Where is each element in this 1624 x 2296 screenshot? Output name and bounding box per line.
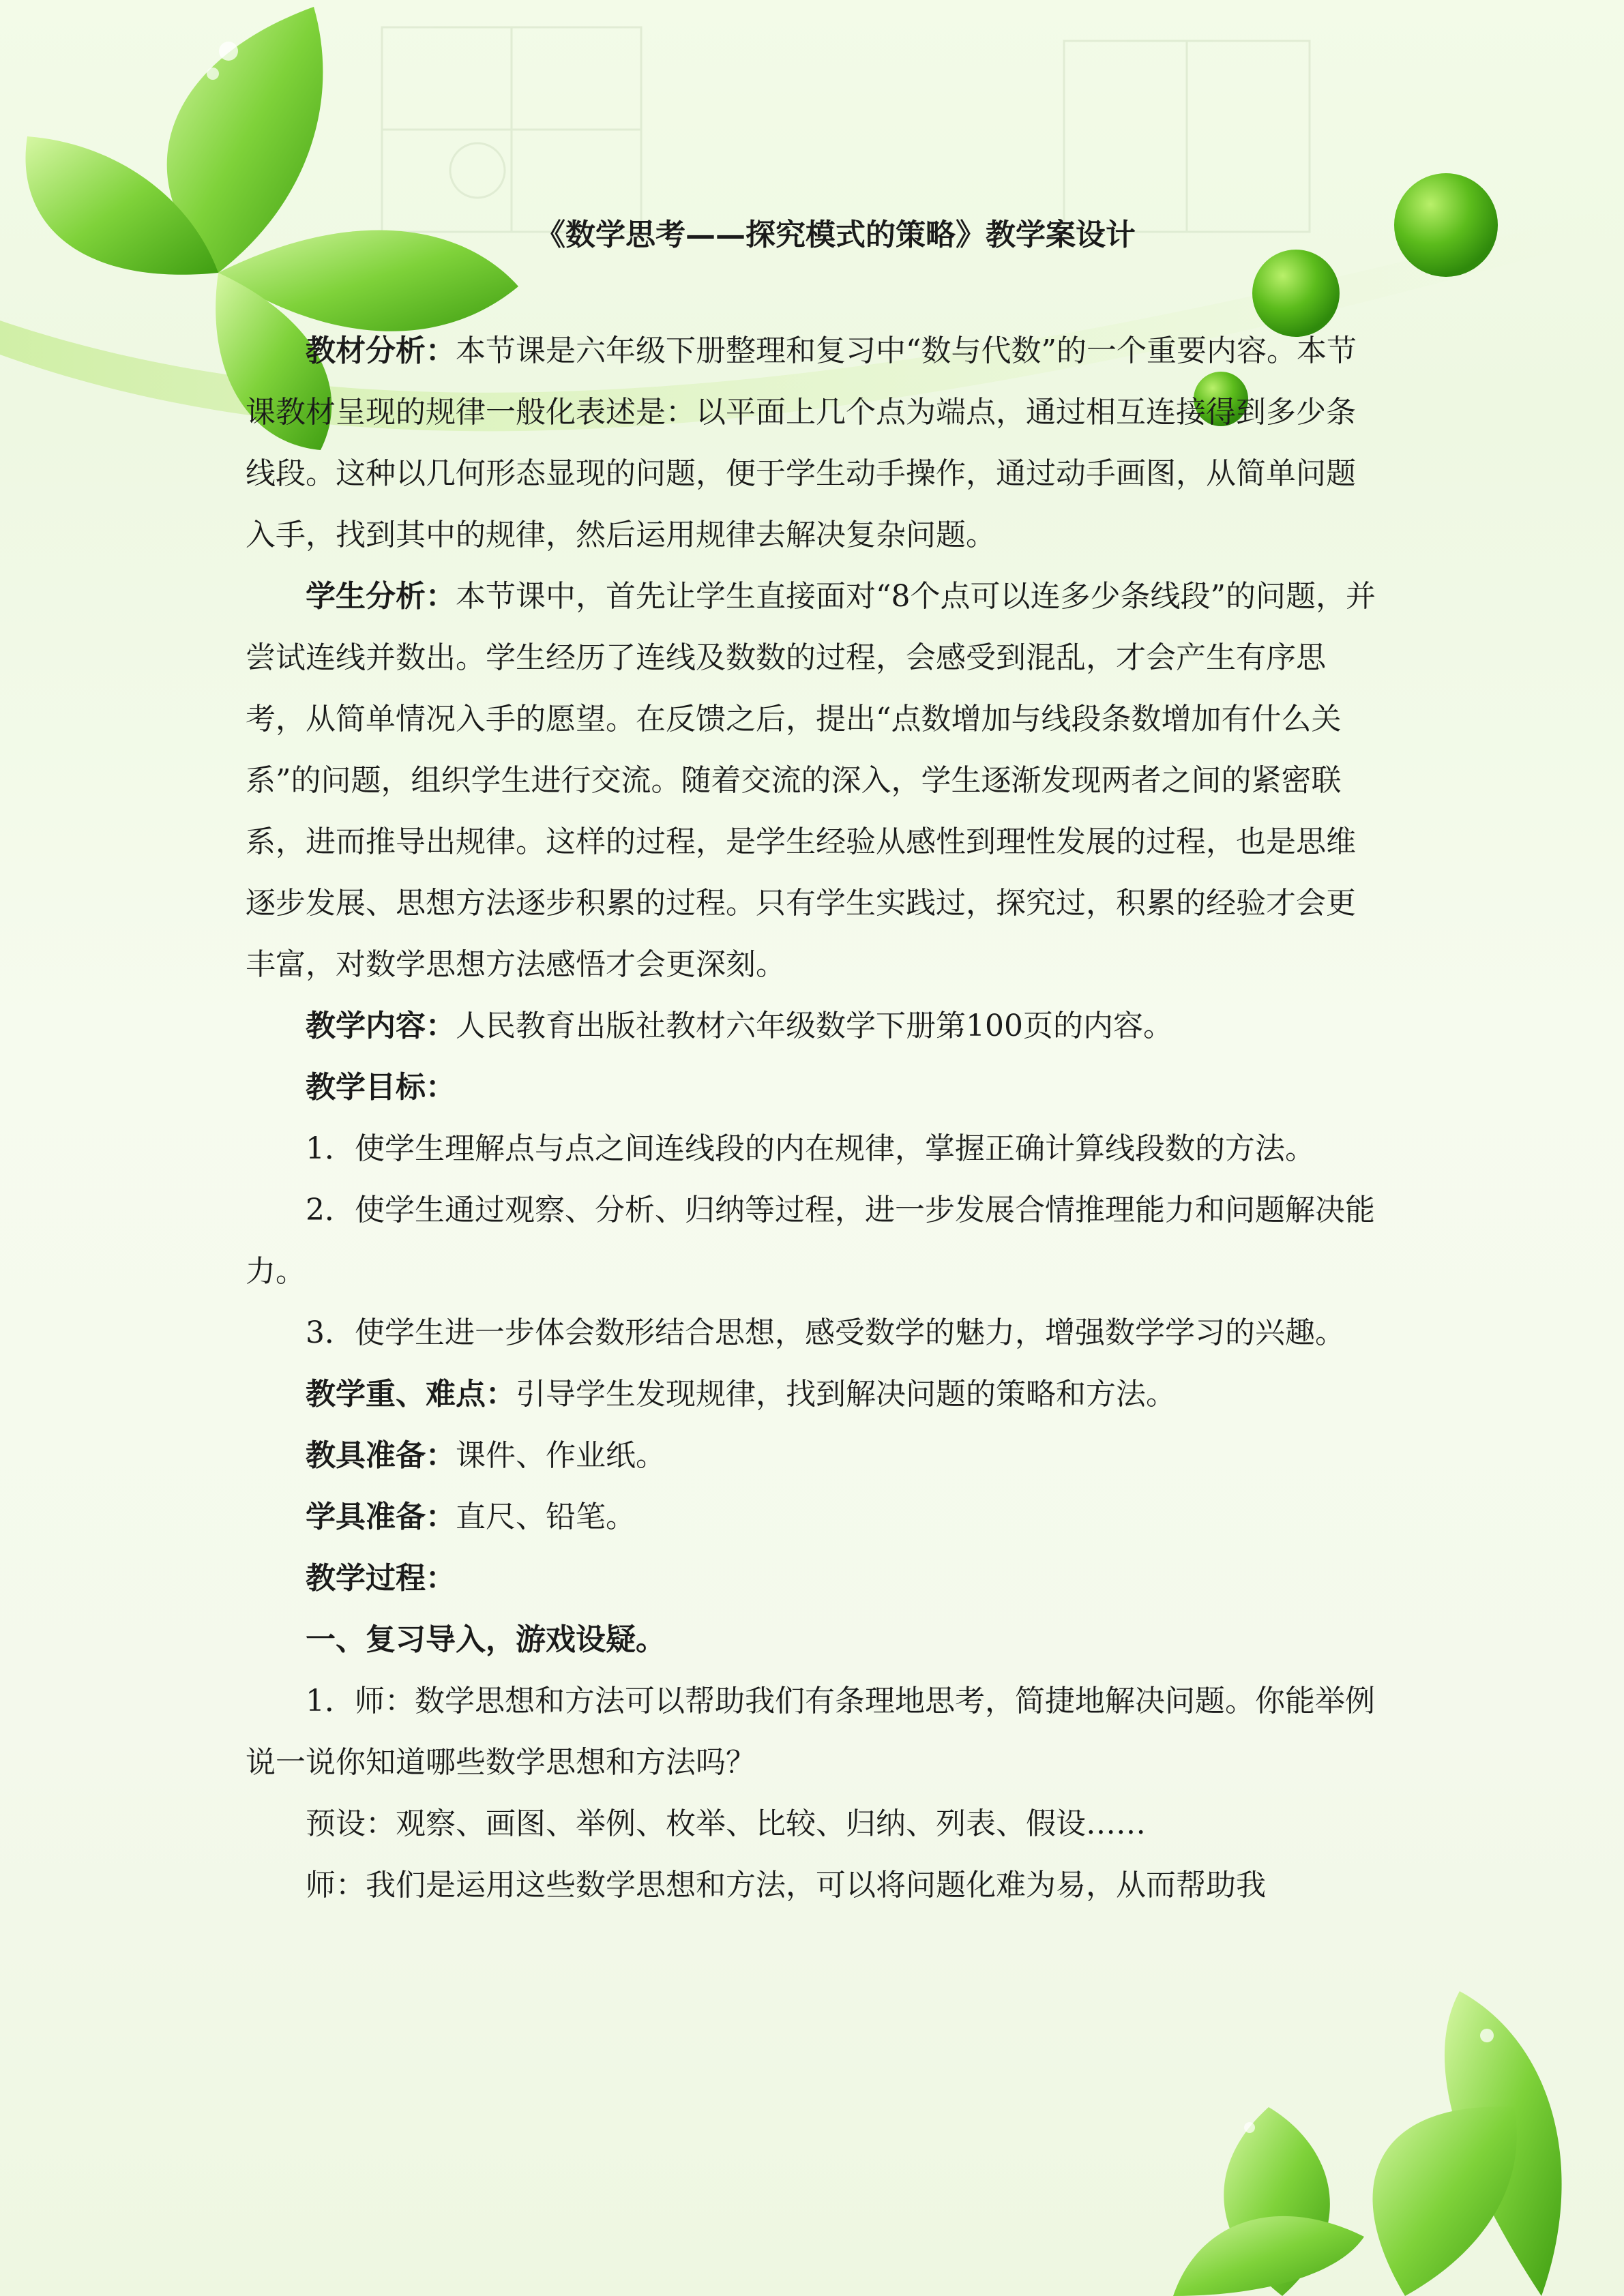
- goal-item-2: [246, 1180, 1378, 1302]
- goal-item-3: [246, 1302, 1378, 1364]
- paragraph-teacher-remark: [246, 1855, 1378, 1916]
- text-textbook-analysis: 本节课是六年级下册整理和复习中“数与代数”的一个重要内容。本节课教材呈现的规律一般化表述是：以平面上几个点为端点，通过相互连接得到多少条线段。这种以几何形态显现的问题，便于学生动手操作，通过动手画图，从简单问题入手，找到其中的规律，然后运用规律去解决复杂问题。: [246, 333, 1357, 552]
- heading-student-tools: 学具准备：: [306, 1500, 456, 1534]
- text-preset-answers: 预设：观察、画图、举例、枚举、比较、归纳、列表、假设……: [306, 1806, 1146, 1841]
- paragraph-student-analysis: [246, 566, 1378, 996]
- text-key-points: 引导学生发现规律，找到解决问题的策略和方法。: [516, 1377, 1176, 1412]
- paragraph-teaching-goals: [246, 1057, 1378, 1118]
- heading-teaching-aids: 教具准备：: [306, 1438, 456, 1473]
- paragraph-teaching-process: [246, 1548, 1378, 1609]
- paragraph-textbook-analysis: [246, 320, 1378, 566]
- paragraph-section-one: [246, 1609, 1378, 1671]
- text-teacher-question: 1．师：数学思想和方法可以帮助我们有条理地思考，简捷地解决问题。你能举例说一说你知道哪些数学思想和方法吗？: [246, 1684, 1375, 1780]
- text-student-analysis: 本节课中，首先让学生直接面对“8个点可以连多少条线段”的问题，并尝试连线并数出。学生经历了连线及数数的过程，会感受到混乱，才会产生有序思考，从简单情况入手的愿望。在反馈之后，提出“点数增加与线段条数增加有什么关系”的问题，组织学生进行交流。随着交流的深入，学生逐渐发现两者之间的紧密联系，进而推导出规律。这样的过程，是学生经验从感性到理性发展的过程，也是思维逐步发展、思想方法逐步积累的过程。只有学生实践过，探究过，积累的经验才会更丰富，对数学思想方法感悟才会更深刻。: [246, 579, 1376, 982]
- bottom-right-leaves: [1173, 1991, 1562, 2296]
- goal-item-2-text: 2．使学生通过观察、分析、归纳等过程，进一步发展合情推理能力和问题解决能力。: [246, 1193, 1375, 1289]
- heading-student-analysis: 学生分析：: [306, 579, 456, 614]
- text-teacher-remark: 师：我们是运用这些数学思想和方法，可以将问题化难为易，从而帮助我: [306, 1868, 1266, 1903]
- text-teaching-content: 人民教育出版社教材六年级数学下册第100页的内容。: [456, 1009, 1173, 1043]
- text-student-tools: 直尺、铅笔。: [456, 1500, 636, 1534]
- heading-teaching-process: 教学过程：: [306, 1561, 456, 1596]
- heading-key-points: 教学重、难点：: [306, 1377, 516, 1412]
- heading-teaching-content: 教学内容：: [306, 1009, 456, 1043]
- goal-item-1-text: 1．使学生理解点与点之间连线段的内在规律，掌握正确计算线段数的方法。: [306, 1131, 1315, 1166]
- paragraph-teaching-content: [246, 996, 1378, 1057]
- paragraph-teacher-question: [246, 1671, 1378, 1793]
- goal-item-3-text: 3．使学生进一步体会数形结合思想，感受数学的魅力，增强数学学习的兴趣。: [306, 1315, 1345, 1350]
- document-title: 《数学思考——探究模式的策略》教学案设计: [535, 218, 1136, 252]
- document-body: [246, 205, 1378, 1916]
- paragraph-key-points: [246, 1364, 1378, 1425]
- paragraph-teaching-aids: [246, 1425, 1378, 1487]
- text-teaching-aids: 课件、作业纸。: [456, 1438, 666, 1473]
- heading-section-one: 一、复习导入，游戏设疑。: [306, 1622, 666, 1657]
- paragraph-preset-answers: [246, 1793, 1378, 1855]
- paragraph-student-tools: [246, 1487, 1378, 1548]
- goal-item-1: [246, 1118, 1378, 1180]
- heading-textbook-analysis: 教材分析：: [306, 333, 456, 368]
- heading-teaching-goals: 教学目标：: [306, 1070, 456, 1105]
- green-ball-large: [1394, 173, 1498, 277]
